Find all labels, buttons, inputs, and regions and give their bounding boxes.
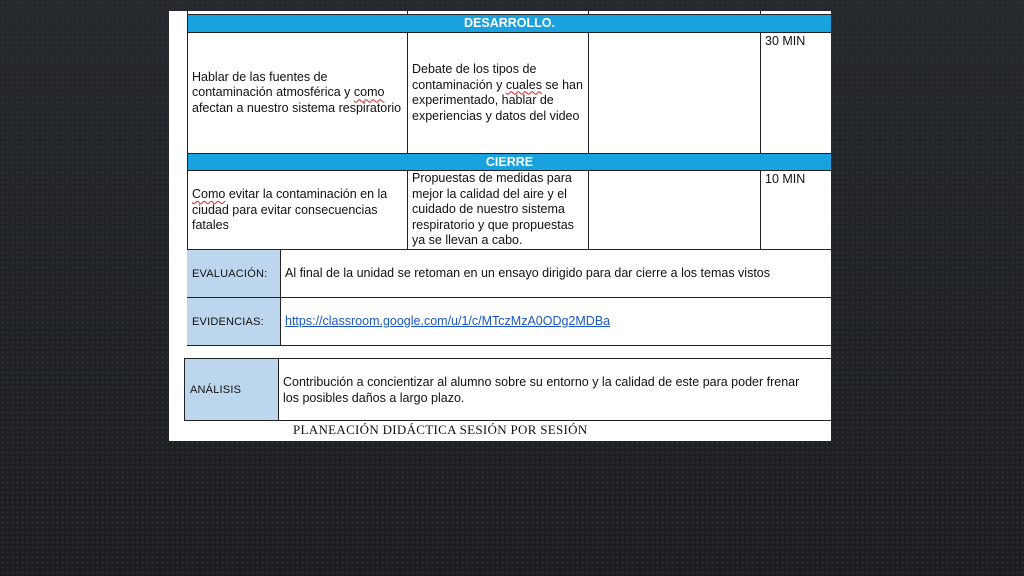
cierre-header: CIERRE xyxy=(187,153,831,171)
evidencias-value xyxy=(285,314,610,330)
cierre-activity-cell: Propuestas de medidas para mejor la calidad del aire y el cuidado de nuestro sistema respiratorio y que propuestas ya se llevan a cabo. xyxy=(407,170,588,250)
cierre-resource-cell xyxy=(588,170,760,250)
desarrollo-topic-text-a: Hablar de las fuentes de contaminación atmosférica y xyxy=(192,69,354,100)
desarrollo-activity-text-b: se han experimentado, hablar de experiencias y datos del video xyxy=(412,77,583,123)
cierre-topic-cell xyxy=(187,170,407,250)
desarrollo-activity-cell xyxy=(407,32,588,154)
evaluacion-label: EVALUACIÓN: xyxy=(187,250,280,297)
cierre-time-cell: 10 MIN xyxy=(760,170,831,250)
grid-line xyxy=(278,358,279,421)
grid-line xyxy=(184,420,831,421)
evidencias-label: EVIDENCIAS: xyxy=(187,298,280,345)
desarrollo-time-cell: 30 MIN xyxy=(760,32,831,154)
grid-line xyxy=(184,358,831,359)
document-page xyxy=(169,11,831,441)
classroom-link[interactable]: https://classroom.google.com/u/1/c/MTczMzA0ODg2MDBa xyxy=(285,314,611,328)
spellcheck-word: cuales xyxy=(505,77,542,92)
grid-line xyxy=(187,345,831,346)
grid-line xyxy=(187,297,831,298)
desarrollo-header: DESARROLLO. xyxy=(187,14,831,33)
spellcheck-word: Como xyxy=(192,187,226,201)
footer-title: PLANEACIÓN DIDÁCTICA SESIÓN POR SESIÓN xyxy=(293,422,588,437)
grid-line xyxy=(280,250,281,346)
desarrollo-topic-text-b: afectan a nuestro sistema respiratorio xyxy=(192,100,402,115)
cierre-topic-text: evitar la contaminación en la ciudad para evitar consecuencias fatales xyxy=(192,187,388,232)
desarrollo-topic-cell xyxy=(187,32,407,154)
analisis-value: Contribución a concientizar al alumno sobre su entorno y la calidad de este para poder frenar los posibles daños a largo plazo. xyxy=(283,375,800,405)
evaluacion-value: Al final de la unidad se retoman en un ensayo dirigido para dar cierre a los temas vistos xyxy=(285,266,770,280)
spellcheck-word: como xyxy=(353,85,385,100)
grid-line xyxy=(187,249,831,250)
desarrollo-resource-cell xyxy=(588,32,760,154)
desarrollo-activity-text-a: Debate de los tipos de contaminación y xyxy=(412,62,537,92)
analisis-label: ANÁLISIS xyxy=(185,359,278,420)
